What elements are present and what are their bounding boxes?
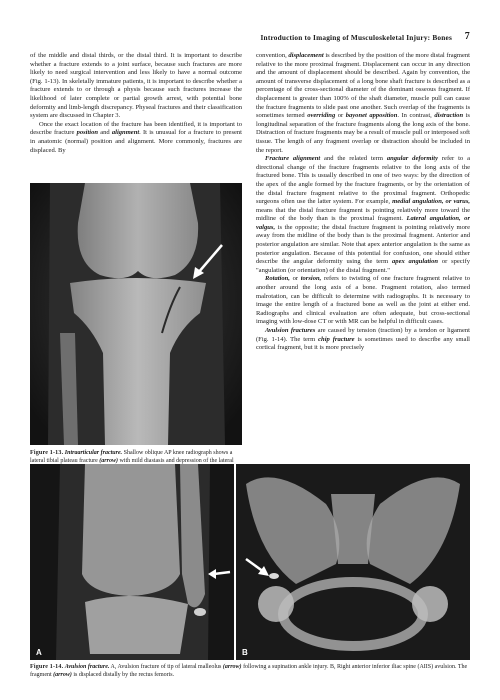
panel-label-a: A xyxy=(36,648,42,657)
figure-1-14-caption: Figure 1-14. Avulsion fracture. A, Avulsion fracture of tip of lateral malleolus (arrow) following a supination ankle injury. B, Right anterior inferior iliac spine (AIIS) avulsion. The fragment (arrow) is displaced distally by the rectus femoris. xyxy=(30,664,468,678)
term: distraction xyxy=(434,112,464,120)
term: Avulsion fractures xyxy=(265,327,316,334)
term: Fracture alignment xyxy=(265,155,321,163)
panel-label-b: B xyxy=(242,648,248,657)
term: Rotation, xyxy=(265,275,290,283)
page-number: 7 xyxy=(464,31,470,42)
paragraph: Once the exact location of the fracture has been identified, it is important to describe fracture position and alignment. It is unusual for a fracture to present in anatomic (normal) position and alignment. More commonly, fractures are displaced. By xyxy=(30,120,242,154)
running-title: Introduction to Imaging of Musculoskeletal Injury: Bones xyxy=(260,33,452,42)
running-header xyxy=(30,32,470,44)
term: apex angulation xyxy=(392,258,439,266)
figure-1-13-knee-radiograph xyxy=(30,183,242,445)
figure-1-14a-ankle-radiograph xyxy=(30,464,234,660)
term: torsion, xyxy=(300,275,322,283)
ankle-xray-image xyxy=(30,464,234,660)
term: chip fracture xyxy=(318,335,355,343)
term: alignment xyxy=(111,129,140,137)
paragraph: of the middle and distal thirds, or the distal third. It is important to describe whether a fracture extends to a joint surface, because such fractures are more likely to need surgical intervention and less likely to have a normal outcome (Fig. 1-13). In skeletally immature patients, it is important to describe whether a fracture extends to or through a physis because such fractures increase the likelihood of later complete or partial growth arrest, with potential bone deformity and limb-length discrepancy. Physeal fractures and their classification system are discussed in Chapter 3. xyxy=(30,52,242,120)
term: overriding xyxy=(307,112,336,120)
term: bayonet apposition xyxy=(345,112,398,120)
term: angular deformity xyxy=(386,155,438,163)
left-text-column xyxy=(30,52,242,187)
paragraph: Fracture alignment and the related term angular deformity refer to a directional change of the fracture fragments relative to the long axis of the fractured bone. This is usually described in one of two ways: by the direction of the apex of the angle formed by the fracture fragments, or by the orientation of the distal fracture fragment relative to the proximal fragment. Orthopedic surgeons often use the latter system. For example, medial angulation, or varus, means that the distal fracture fragment is pointing relatively more toward the midline of the body than is the proximal fragment. Lateral angulation, or valgus, is the opposite; the distal fracture fragment is pointing relatively more away from the midline of the body than is the proximal fragment. Anterior and posterior angulation are similar. Note that apex anterior angulation is the same as posterior angulation. Because of this potential for confusion, one should either describe the angular deformity using the term apex angulation or specify "angulation (or orientation) of the distal fragment." xyxy=(256,155,470,274)
paragraph: convention, displacement is described by the position of the more distal fragment relative to the more proximal fragment. Displacement can occur in any direction and the amount of displacement should be described. Again by convention, the amount of transverse displacement of a long bone shaft fracture is described as a percentage of the cross-sectional diameter of the dominant osseous fragment. If displacement is greater than 100% of the shaft diameter, muscle pull can cause the fracture fragments to slide past one another. Such overlap of the fragments is sometimes termed overriding or bayonet apposition. In contrast, distraction is longitudinal separation of the fracture fragments along the long axis of the bone. Distraction of fracture fragments may be a result of muscle pull or interposed soft tissue. The length of any fragment overlap or distraction should be included in the report. xyxy=(256,52,470,154)
pelvis-xray-image xyxy=(236,464,470,660)
figure-1-14b-pelvis-radiograph xyxy=(236,464,470,660)
term: position xyxy=(76,129,99,137)
term: Lateral angulation, or valgus, xyxy=(256,215,470,231)
term: medial angulation, or varus, xyxy=(392,198,470,206)
figure-1-13-caption: Figure 1-13. Intraarticular fracture. Shallow oblique AP knee radiograph shows a lateral tibial plateau fracture (arrow) with mild diastasis and depression of the lateral xyxy=(30,450,234,464)
knee-xray-image xyxy=(30,183,242,445)
paragraph: Rotation, or torsion, refers to twisting of one fracture fragment relative to another around the long axis of a bone. Fragment rotation, also termed malrotation, can be difficult to determine with radiographs. It is necessary to image the entire length of a fractured bone as well as the joint at either end. Radiographs and clinical evaluation are often adequate, but cross-sectional imaging with low-dose CT or with MR can be helpful in difficult cases. xyxy=(256,275,470,326)
term: displacement xyxy=(288,52,324,59)
paragraph: Avulsion fractures are caused by tension (traction) by a tendon or ligament (Fig. 1-14). The term chip fracture is sometimes used to describe any small cortical fragment, but it is more precisely xyxy=(256,327,470,352)
